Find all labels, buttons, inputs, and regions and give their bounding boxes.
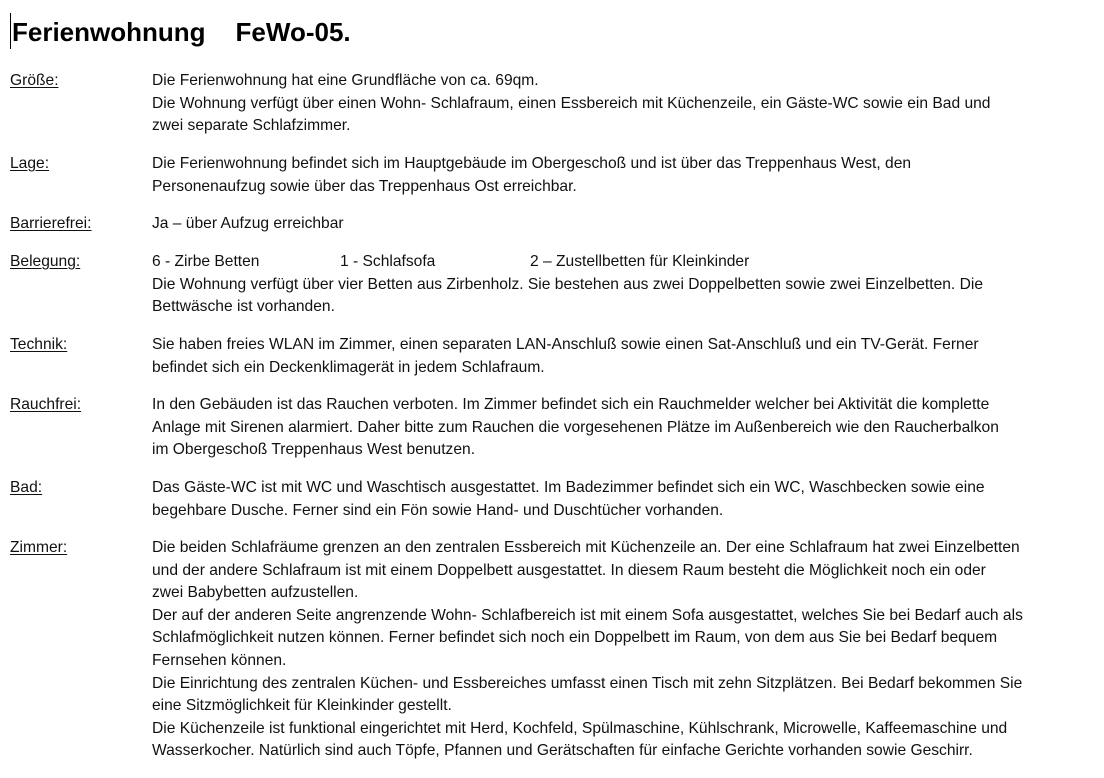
text-line: Schlafmöglichkeit nutzen können. Ferner befindet sich noch ein Doppelbett im Raum, von dem aus Sie bei Bedarf bequem	[152, 629, 998, 647]
label-rauchfrei: Rauchfrei:	[10, 396, 82, 413]
document-title[interactable]	[10, 14, 351, 50]
text-line: befindet sich ein Deckenklimagerät in jedem Schlafraum.	[152, 358, 545, 376]
text-line: und der andere Schlafraum ist mit einem Doppelbett ausgestattet. In diesem Raum besteht die Möglichkeit noch ein oder	[152, 561, 986, 579]
content-groesse	[152, 70, 1096, 138]
label-groesse: Größe:	[10, 72, 59, 89]
label-bad: Bad:	[10, 479, 43, 496]
beds-zustellbetten: 2 – Zustellbetten für Kleinkinder	[530, 253, 750, 270]
content-zimmer	[152, 537, 1096, 763]
content-barrierefrei	[152, 213, 1096, 236]
text-line: zwei separate Schlafzimmer.	[152, 117, 351, 135]
text-line: In den Gebäuden ist das Rauchen verboten. Im Zimmer befindet sich ein Rauchmelder welcher bei Aktivität die komplette	[152, 396, 990, 413]
content-rauchfrei	[152, 394, 1096, 462]
text-line: Das Gäste-WC ist mit WC und Waschtisch ausgestattet. Im Badezimmer befindet sich ein WC, Waschbecken sowie eine	[152, 479, 985, 496]
text-line: Der auf der anderen Seite angrenzende Wohn- Schlafbereich ist mit einem Sofa ausgestattet, welches Sie bei Bedarf auch als	[152, 606, 1023, 624]
label-technik: Technik:	[10, 336, 68, 353]
text-line: Die Küchenzeile ist funktional eingerichtet mit Herd, Kochfeld, Spülmaschine, Kühlschrank, Microwelle, Kaffeemaschine und	[152, 719, 1008, 737]
beds-row	[152, 251, 1096, 274]
text-line: Fernsehen können.	[152, 651, 287, 669]
content-technik	[152, 334, 1096, 379]
text-line: eine Sitzmöglichkeit für Kleinkinder gestellt.	[152, 697, 452, 715]
label-belegung: Belegung:	[10, 253, 81, 270]
content-bad	[152, 477, 1096, 522]
text-line: Bettwäsche ist vorhanden.	[152, 298, 335, 316]
text-line: Die Wohnung verfügt über vier Betten aus Zirbenholz. Sie bestehen aus zwei Doppelbetten sowie zwei Einzelbetten. Die	[152, 275, 983, 293]
text-line: Personenaufzug sowie über das Treppenhaus Ost erreichbar.	[152, 177, 577, 195]
text-line: Anlage mit Sirenen alarmiert. Daher bitte zum Rauchen die vorgesehenen Plätze im Außenbereich wie den Raucherbalkon	[152, 418, 999, 436]
title-text: Ferienwohnung	[12, 17, 206, 47]
text-line: Die Ferienwohnung hat eine Grundfläche von ca. 69qm.	[152, 72, 539, 89]
label-lage: Lage:	[10, 155, 50, 172]
label-barrierefrei: Barrierefrei:	[10, 215, 92, 232]
text-line: Die beiden Schlafräume grenzen an den zentralen Essbereich mit Küchenzeile an. Der eine Schlafraum hat zwei Einzelbetten	[152, 539, 1020, 556]
text-line: Ja – über Aufzug erreichbar	[152, 215, 344, 232]
text-line: Sie haben freies WLAN im Zimmer, einen separaten LAN-Anschluß sowie einen Sat-Anschluß und ein TV-Gerät. Ferner	[152, 336, 979, 353]
text-line: im Obergeschoß Treppenhaus West benutzen.	[152, 441, 476, 459]
beds-schlafsofa: 1 - Schlafsofa	[340, 253, 436, 270]
text-line: Die Wohnung verfügt über einen Wohn- Schlafraum, einen Essbereich mit Küchenzeile, ein Gäste-WC sowie ein Bad und	[152, 94, 991, 112]
text-line: Die Ferienwohnung befindet sich im Hauptgebäude im Obergeschoß und ist über das Treppenhaus West, den	[152, 155, 912, 172]
beds-zirbe: 6 - Zirbe Betten	[152, 253, 260, 270]
text-line: begehbare Dusche. Ferner sind ein Fön sowie Hand- und Duschtücher vorhanden.	[152, 501, 724, 519]
label-zimmer: Zimmer:	[10, 539, 68, 556]
apartment-code: FeWo-05.	[235, 17, 351, 47]
text-line: Wasserkocher. Natürlich sind auch Töpfe, Pfannen und Gerätschaften für einfache Gerichte vorhanden sowie Geschirr.	[152, 742, 973, 760]
content-lage	[152, 153, 1096, 198]
content-belegung	[152, 251, 1096, 319]
text-line: zwei Babybetten aufzustellen.	[152, 584, 359, 602]
text-line: Die Einrichtung des zentralen Küchen- und Essbereiches umfasst einen Tisch mit zehn Sitzplätzen. Bei Bedarf bekommen Sie	[152, 674, 1023, 692]
